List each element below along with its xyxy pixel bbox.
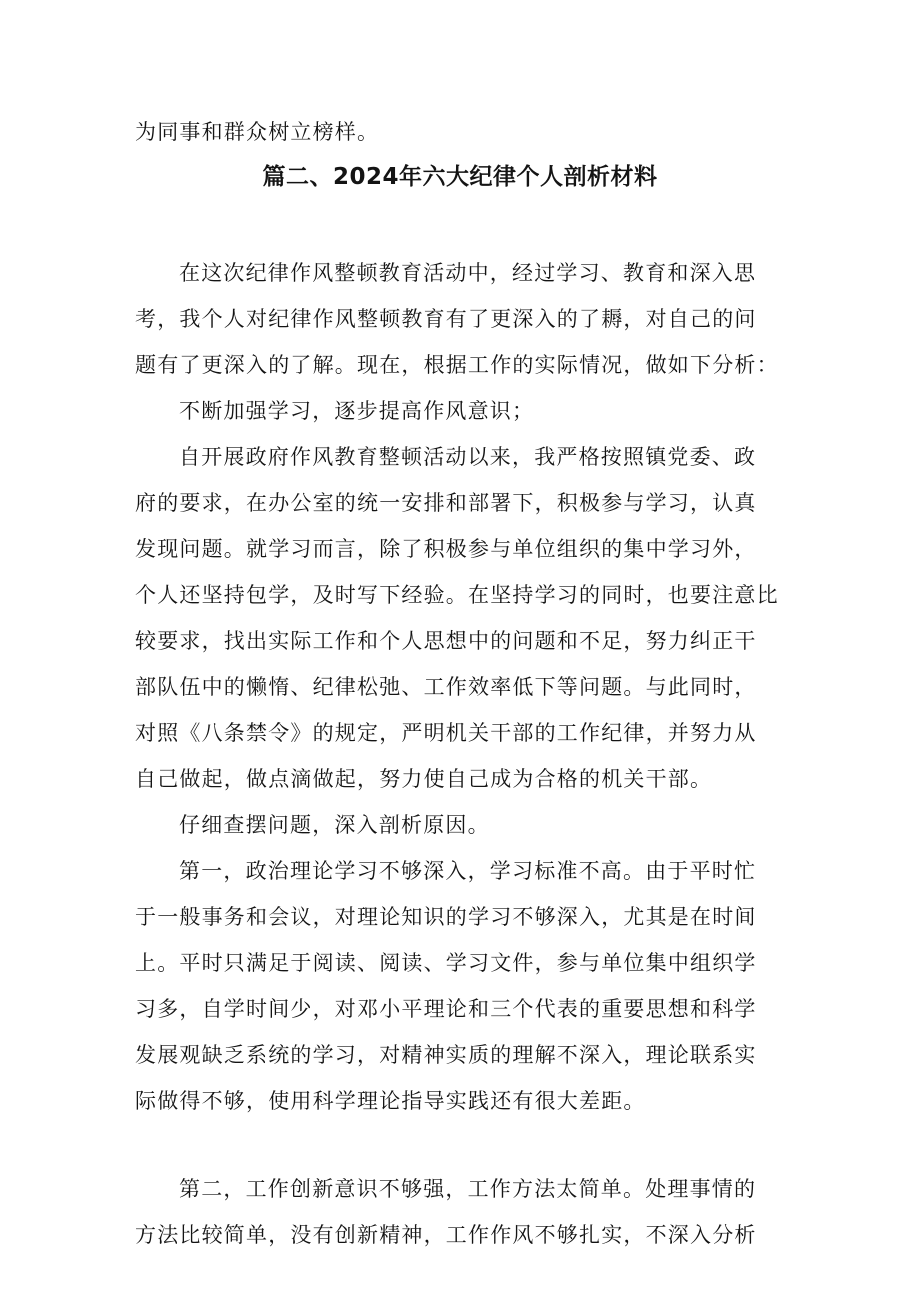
body-line: 题有了更深入的了解。现在，根据工作的实际情况，做如下分析： [135,353,779,377]
body-line: 第一，政治理论学习不够深入，学习标准不高。由于平时忙 [179,859,757,883]
body-line: 际做得不够，使用科学理论指导实践还有很大差距。 [135,1089,646,1113]
body-line: 习多，自学时间少，对邓小平理论和三个代表的重要思想和科学 [135,997,757,1021]
body-line: 府的要求，在办公室的统一安排和部署下，积极参与学习，认真 [135,491,757,515]
body-line: 上。平时只满足于阅读、阅读、学习文件，参与单位集中组织学 [135,951,757,975]
body-line: 较要求，找出实际工作和个人思想中的问题和不足，努力纠正干 [135,629,757,653]
continuation-line: 为同事和群众树立榜样。 [135,120,380,144]
body-line: 部队伍中的懒惰、纪律松弛、工作效率低下等问题。与此同时， [135,675,757,699]
body-line: 自己做起，做点滴做起，努力使自己成为合格的机关干部。 [135,767,713,791]
body-line: 个人还坚持包学，及时写下经验。在坚持学习的同时，也要注意比 [135,583,779,607]
body-line: 仔细查摆问题，深入剖析原因。 [179,813,490,837]
body-line: 发展观缺乏系统的学习，对精神实质的理解不深入，理论联系实 [135,1043,757,1067]
body-line: 在这次纪律作风整顿教育活动中，经过学习、教育和深入思 [179,261,757,285]
body-line: 自开展政府作风教育整顿活动以来，我严格按照镇党委、政 [179,445,757,469]
section-title: 篇二、2024年六大纪律个人剖析材料 [262,164,658,190]
body-line: 第二，工作创新意识不够强，工作方法太简单。处理事情的 [179,1177,757,1201]
body-line: 对照《八条禁令》的规定，严明机关干部的工作纪律，并努力从 [135,721,757,745]
body-line: 考，我个人对纪律作风整顿教育有了更深入的了耨，对自己的问 [135,307,757,331]
body-line: 于一般事务和会议，对理论知识的学习不够深入，尤其是在时间 [135,905,757,929]
body-line: 不断加强学习，逐步提高作风意识； [179,399,535,423]
body-line: 发现问题。就学习而言，除了积极参与单位组织的集中学习外， [135,537,757,561]
body-line: 方法比较简单，没有创新精神，工作作风不够扎实，不深入分析 [135,1223,757,1247]
